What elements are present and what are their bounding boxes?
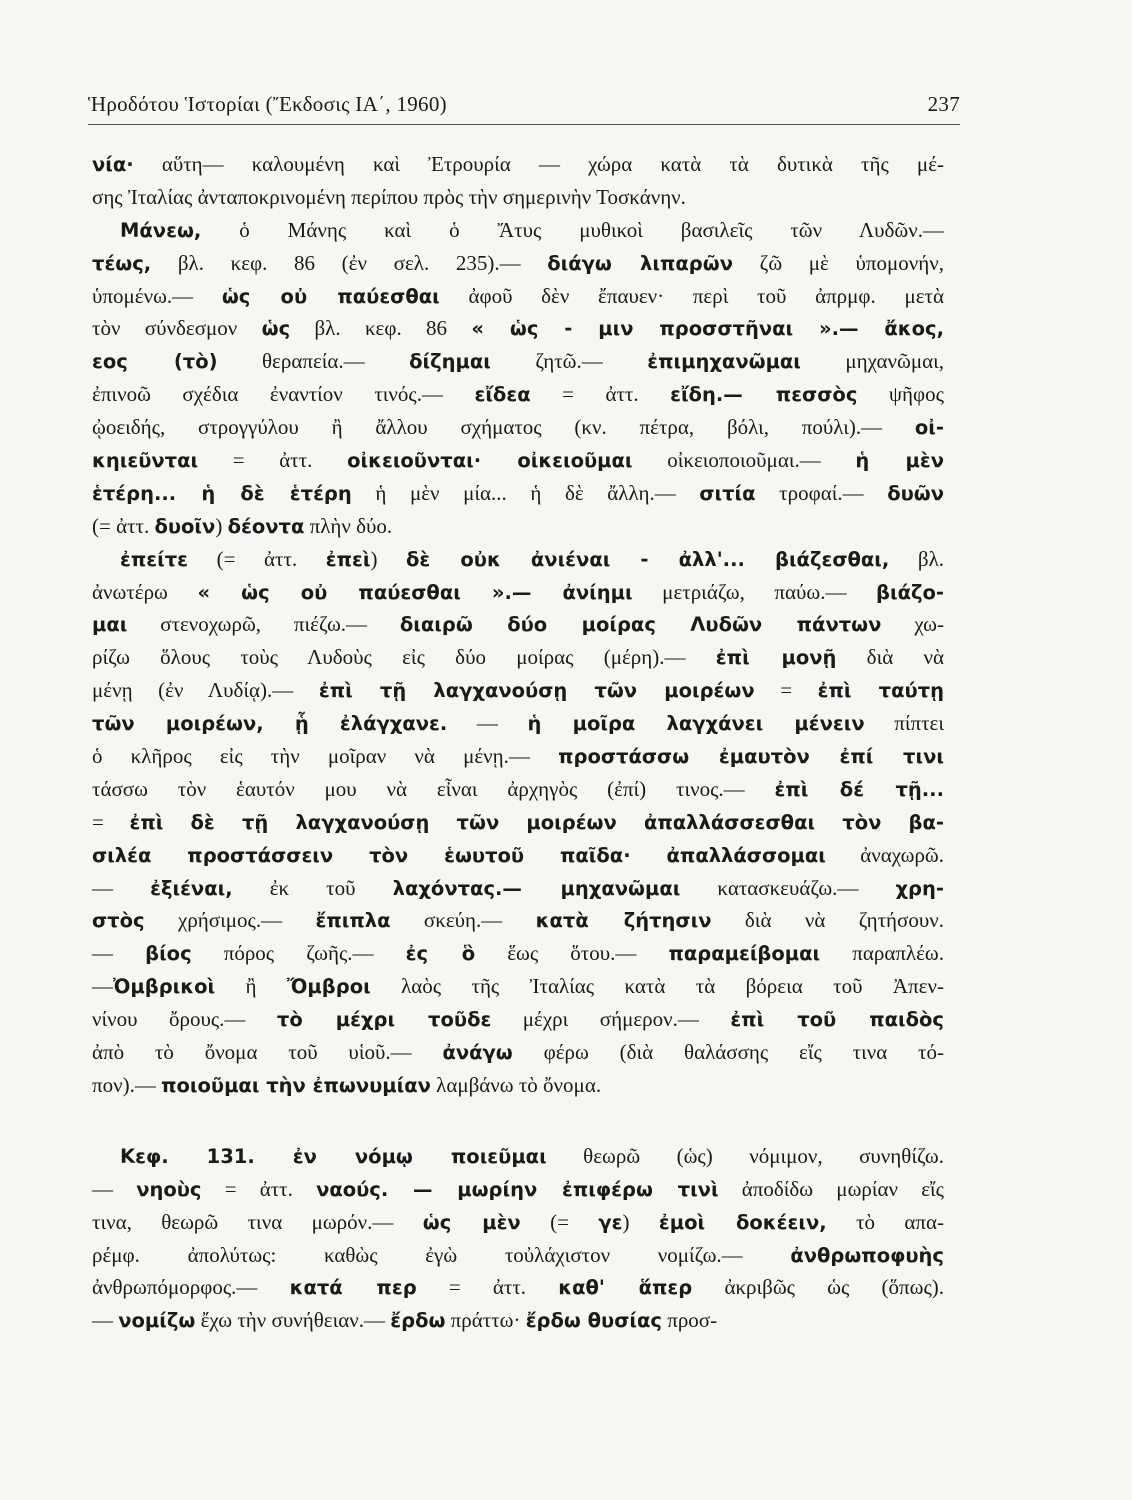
- gloss-text: ἀναχωρῶ.: [825, 842, 944, 867]
- text-line: [92, 872, 944, 905]
- gloss-text: βλ. κεφ. 86 (ἐν σελ. 235).—: [151, 250, 548, 275]
- paragraph-gap: [92, 1102, 944, 1140]
- text-line: [92, 641, 944, 674]
- gloss-text: ζῶ μὲ ὑπομονήν,: [733, 250, 945, 275]
- text-line: [92, 411, 944, 444]
- gloss-text: ᾠοειδής, στρογγύλου ἢ ἄλλου σχήματος (κν. πέτρα, βόλι, πούλι).—: [92, 415, 915, 440]
- text-line: [92, 1206, 944, 1239]
- headword: σιλέα προστάσσειν τὸν ἑωυτοῦ παῖδα· ἀπαλλάσσομαι: [92, 843, 826, 867]
- gloss-text: ὁ κλῆρος εἰς τὴν μοῖραν νὰ μένῃ.—: [92, 744, 559, 769]
- text-line: [92, 1271, 944, 1304]
- headword: παραμείβομαι: [668, 942, 821, 966]
- text-line: [92, 608, 944, 641]
- headword: οἰκειοῦνται· οἰκειοῦμαι: [347, 449, 633, 473]
- gloss-text: —: [92, 875, 151, 900]
- gloss-text: μέχρι σήμερον.—: [491, 1007, 731, 1032]
- text-line: [92, 378, 944, 411]
- gloss-text: πίπτει: [864, 711, 945, 736]
- headword: χρη-: [895, 876, 944, 900]
- headword: ἐς ὃ: [405, 942, 476, 966]
- headword: ἔρδω: [390, 1309, 446, 1333]
- gloss-text: βλ. κεφ. 86: [290, 316, 472, 341]
- text-line: [92, 181, 944, 214]
- gloss-text: ἀποδίδω μωρίαν εἴς: [718, 1176, 944, 1201]
- headword: ὡς μὲν: [422, 1210, 521, 1234]
- gloss-text: —: [447, 711, 528, 736]
- gloss-text: χρήσιμος.—: [144, 908, 316, 933]
- text-line: [92, 444, 944, 477]
- headword: ἔπιπλα: [315, 909, 391, 933]
- headword: καθ' ἅπερ: [558, 1276, 693, 1300]
- text-line: [92, 674, 944, 707]
- gloss-text: ἕως ὅτου.—: [475, 941, 669, 966]
- headword: στὸς: [92, 909, 145, 933]
- gloss-text: ἀνθρωπόμορφος.—: [92, 1275, 290, 1300]
- headword: ἐξιέναι,: [150, 876, 233, 900]
- gloss-text: τινα, θεωρῶ τινα μωρόν.—: [92, 1209, 423, 1234]
- headword: « ὡς οὐ παύεσθαι ».— ἀνίημι: [197, 580, 633, 604]
- gloss-text: παραπλέω.: [820, 941, 945, 966]
- headword: διαιρῶ δύο μοίρας Λυδῶν πάντων: [399, 613, 882, 637]
- gloss-text: τάσσω τὸν ἑαυτόν μου νὰ εἶναι ἀρχηγὸς (ἐπί) τινος.—: [92, 776, 775, 801]
- page-number: 237: [927, 92, 960, 116]
- gloss-text: τὸ απα-: [826, 1209, 944, 1234]
- gloss-text: —: [92, 941, 146, 966]
- gloss-text: ρέμφ. ἀπολύτως: καθὼς ἐγὼ τοὐλάχιστον νομίζω.—: [92, 1242, 791, 1267]
- headword: εἴδη.— πεσσὸς: [670, 383, 858, 407]
- gloss-text: θεραπεία.—: [217, 349, 410, 374]
- gloss-text: —: [92, 1176, 137, 1201]
- gloss-text: κατασκευάζω.—: [680, 875, 896, 900]
- headword: « ὡς - μιν προσστῆναι ».— ἄκος,: [471, 317, 944, 341]
- gloss-text: = ἀττ.: [530, 382, 671, 407]
- headword: ἐπὶ τῇ λαγχανούσῃ τῶν μοιρέων: [318, 679, 755, 703]
- headword: ποιοῦμαι τὴν ἐπωνυμίαν: [161, 1073, 431, 1097]
- gloss-text: ἔχω τὴν συνήθειαν.—: [195, 1308, 391, 1333]
- gloss-text: ): [370, 546, 407, 571]
- gloss-text: ἀκριβῶς ὡς (ὅπως).: [692, 1275, 945, 1300]
- gloss-text: πόρος ζωῆς.—: [191, 941, 406, 966]
- headword: ἐπὶ ταύτῃ: [817, 679, 944, 703]
- text-line: [92, 1069, 944, 1102]
- gloss-text: πλὴν δύο.: [304, 513, 393, 538]
- headword: ἔρδω θυσίας: [525, 1309, 662, 1333]
- running-title: Ἡροδότου Ἱστορίαι (Ἔκδοσις ΙΑ΄, 1960): [88, 92, 447, 116]
- text-line: [92, 477, 944, 510]
- gloss-text: ἀφοῦ δὲν ἔπαυεν· περὶ τοῦ ἀπρμφ. μετὰ: [439, 283, 944, 308]
- headword: κατὰ ζήτησιν: [535, 909, 712, 933]
- headword: ἡ μὲν: [855, 449, 944, 473]
- headword: ἐπείτε: [120, 547, 189, 571]
- text-line: [92, 280, 944, 313]
- text-line: [92, 937, 944, 970]
- text-line: [92, 1239, 944, 1272]
- gloss-text: μηχανῶμαι,: [800, 349, 944, 374]
- gloss-text: αὕτη— καλουμένη καὶ Ἐτρουρία — χώρα κατὰ τὰ δυτικὰ τῆς μέ-: [133, 152, 944, 176]
- text-line: [92, 576, 944, 609]
- text-line: [92, 970, 944, 1003]
- headword: βιάζο-: [876, 580, 944, 604]
- headword: Μάνεω,: [120, 218, 202, 242]
- gloss-text: ): [622, 1209, 659, 1234]
- headword: δέοντα: [227, 514, 305, 538]
- text-line: [92, 839, 944, 872]
- gloss-text: = ἀττ.: [201, 1176, 317, 1201]
- gloss-text: θεωρῶ (ὡς) νόμιμον, συνηθίζω.: [546, 1143, 944, 1168]
- headword: λαχόντας.— μηχανῶμαι: [392, 876, 681, 900]
- headword: νομίζω: [118, 1309, 196, 1333]
- text-line: [92, 773, 944, 806]
- gloss-text: χω-: [881, 612, 944, 637]
- gloss-text: μετριάζω, παύω.—: [632, 579, 877, 604]
- text-line: [92, 707, 944, 740]
- gloss-text: προσ-: [661, 1308, 718, 1333]
- headword: προστάσσω ἐμαυτὸν ἐπί τινι: [558, 745, 944, 769]
- text-line: [92, 1003, 944, 1036]
- headword: ἐπὶ δὲ τῇ λαγχανούσῃ τῶν μοιρέων ἀπαλλάσσεσθαι τὸν βα-: [129, 810, 944, 834]
- header-rule: [88, 124, 960, 125]
- headword: διάγω λιπαρῶν: [547, 251, 733, 275]
- headword: εος (τὸ): [92, 350, 218, 374]
- text-line: [92, 345, 944, 378]
- headword: ἐπὶ τοῦ παιδὸς: [730, 1008, 944, 1032]
- gloss-text: ἀπὸ τὸ ὄνομα τοῦ υἱοῦ.—: [92, 1040, 443, 1065]
- gloss-text: ἀνωτέρω: [92, 579, 198, 604]
- headword: ἑτέρη... ἡ δὲ ἑτέρη: [92, 481, 352, 505]
- headword: δυοῖν: [154, 514, 216, 538]
- headword: γε: [598, 1210, 623, 1234]
- text-line: [92, 247, 944, 280]
- text-line: [92, 740, 944, 773]
- gloss-text: —: [92, 974, 113, 999]
- gloss-text: =: [92, 809, 130, 834]
- gloss-text: ): [215, 513, 228, 538]
- gloss-text: λαμβάνω τὸ ὄνομα.: [430, 1072, 602, 1097]
- gloss-text: βλ.: [889, 546, 944, 571]
- gloss-text: φέρω (διὰ θαλάσσης εἴς τινα τό-: [512, 1040, 944, 1065]
- gloss-text: ρίζω ὅλους τοὺς Λυδοὺς εἰς δύο μοίρας (μέρη).—: [92, 645, 716, 670]
- gloss-text: ἐπινοῶ σχέδια ἐναντίον τινός.—: [92, 382, 475, 407]
- gloss-text: σκεύη.—: [390, 908, 536, 933]
- text-line: [92, 1304, 944, 1337]
- headword: τῶν μοιρέων, ᾗ ἐλάγχανε.: [92, 712, 448, 736]
- gloss-text: πράττω·: [445, 1308, 526, 1333]
- page-body-text: [92, 148, 944, 1337]
- text-line: [92, 510, 944, 543]
- gloss-text: νίνου ὄρους.—: [92, 1007, 277, 1032]
- headword: Κεφ. 131. ἐν νόμῳ ποιεῦμαι: [120, 1144, 547, 1168]
- gloss-text: διὰ νὰ: [836, 645, 945, 670]
- gloss-text: (=: [520, 1209, 599, 1234]
- gloss-text: (= ἀττ.: [188, 546, 326, 571]
- gloss-text: —: [92, 1308, 119, 1333]
- headword: Ὄμβροι: [286, 975, 371, 999]
- text-line: [92, 543, 944, 576]
- headword: ἐμοὶ δοκέειν,: [658, 1210, 827, 1234]
- headword: τέως,: [92, 251, 152, 275]
- gloss-text: ἡ μὲν μία... ἡ δὲ ἄλλη.—: [351, 480, 700, 505]
- headword: ὡς: [261, 317, 291, 341]
- gloss-text: ὑπομένω.—: [92, 283, 222, 308]
- gloss-text: ψῆφος: [857, 382, 944, 407]
- headword: νία·: [92, 153, 134, 176]
- gloss-text: σης Ἰταλίας ἀνταποκρινομένη περίπου πρὸς τὴν σημερινὴν Τοσκάνην.: [92, 184, 686, 209]
- headword: ἡ μοῖρα λαγχάνει μένειν: [527, 712, 865, 736]
- headword: τὸ μέχρι τοῦδε: [276, 1008, 492, 1032]
- gloss-text: πον).—: [92, 1072, 162, 1097]
- headword: ἐπὶ μονῇ: [715, 646, 837, 670]
- headword: ἐπεὶ: [325, 547, 371, 571]
- gloss-text: διὰ νὰ ζητήσουν.: [711, 908, 944, 933]
- text-line: [92, 214, 944, 247]
- gloss-text: οἰκειοποιοῦμαι.—: [632, 448, 856, 473]
- headword: μαι: [92, 613, 128, 637]
- gloss-text: τὸν σύνδεσμον: [92, 316, 262, 341]
- headword: εἴδεα: [474, 383, 531, 407]
- headword: δυῶν: [887, 481, 945, 505]
- gloss-text: ἐκ τοῦ: [232, 875, 393, 900]
- text-line: [92, 312, 944, 345]
- text-line: [92, 1173, 944, 1206]
- headword: δίζημαι: [409, 350, 491, 374]
- text-line: [92, 904, 944, 937]
- headword: ἀνθρωποφυὴς: [790, 1243, 944, 1267]
- text-line: [92, 806, 944, 839]
- gloss-text: = ἀττ.: [198, 448, 348, 473]
- headword: σιτία: [699, 481, 756, 505]
- headword: δὲ οὐκ ἀνιέναι - ἀλλ'... βιάζεσθαι,: [406, 547, 890, 571]
- gloss-text: λαὸς τῆς Ἰταλίας κατὰ τὰ βόρεια τοῦ Ἀπεν-: [370, 974, 944, 999]
- gloss-text: στενοχωρῶ, πιέζω.—: [127, 612, 400, 637]
- gloss-text: μένῃ (ἐν Λυδίᾳ).—: [92, 678, 319, 703]
- headword: οἰ-: [914, 416, 944, 440]
- text-line: [92, 1036, 944, 1069]
- gloss-text: ἢ: [215, 974, 287, 999]
- headword: κηιεῦνται: [92, 449, 199, 473]
- gloss-text: =: [754, 678, 818, 703]
- headword: κατά περ: [289, 1276, 417, 1300]
- headword: ναούς. — μωρίην ἐπιφέρω τινὶ: [316, 1177, 719, 1201]
- gloss-text: ὁ Μάνης καὶ ὁ Ἄτυς μυθικοὶ βασιλεῖς τῶν Λυδῶν.—: [201, 217, 944, 242]
- headword: ἐπιμηχανῶμαι: [647, 350, 801, 374]
- headword: νηοὺς: [136, 1177, 202, 1201]
- gloss-text: = ἀττ.: [416, 1275, 559, 1300]
- gloss-text: τροφαί.—: [755, 480, 888, 505]
- gloss-text: (= ἀττ.: [92, 513, 155, 538]
- headword: ἀνάγω: [442, 1041, 513, 1065]
- headword: ἐπὶ δέ τῇ...: [774, 777, 944, 801]
- headword: βίος: [145, 942, 192, 966]
- headword: Ὀμβρικοὶ: [113, 975, 216, 999]
- headword: ὡς οὐ παύεσθαι: [221, 284, 440, 308]
- gloss-text: ζητῶ.—: [490, 349, 648, 374]
- text-line: [92, 148, 944, 181]
- text-line: [92, 1140, 944, 1173]
